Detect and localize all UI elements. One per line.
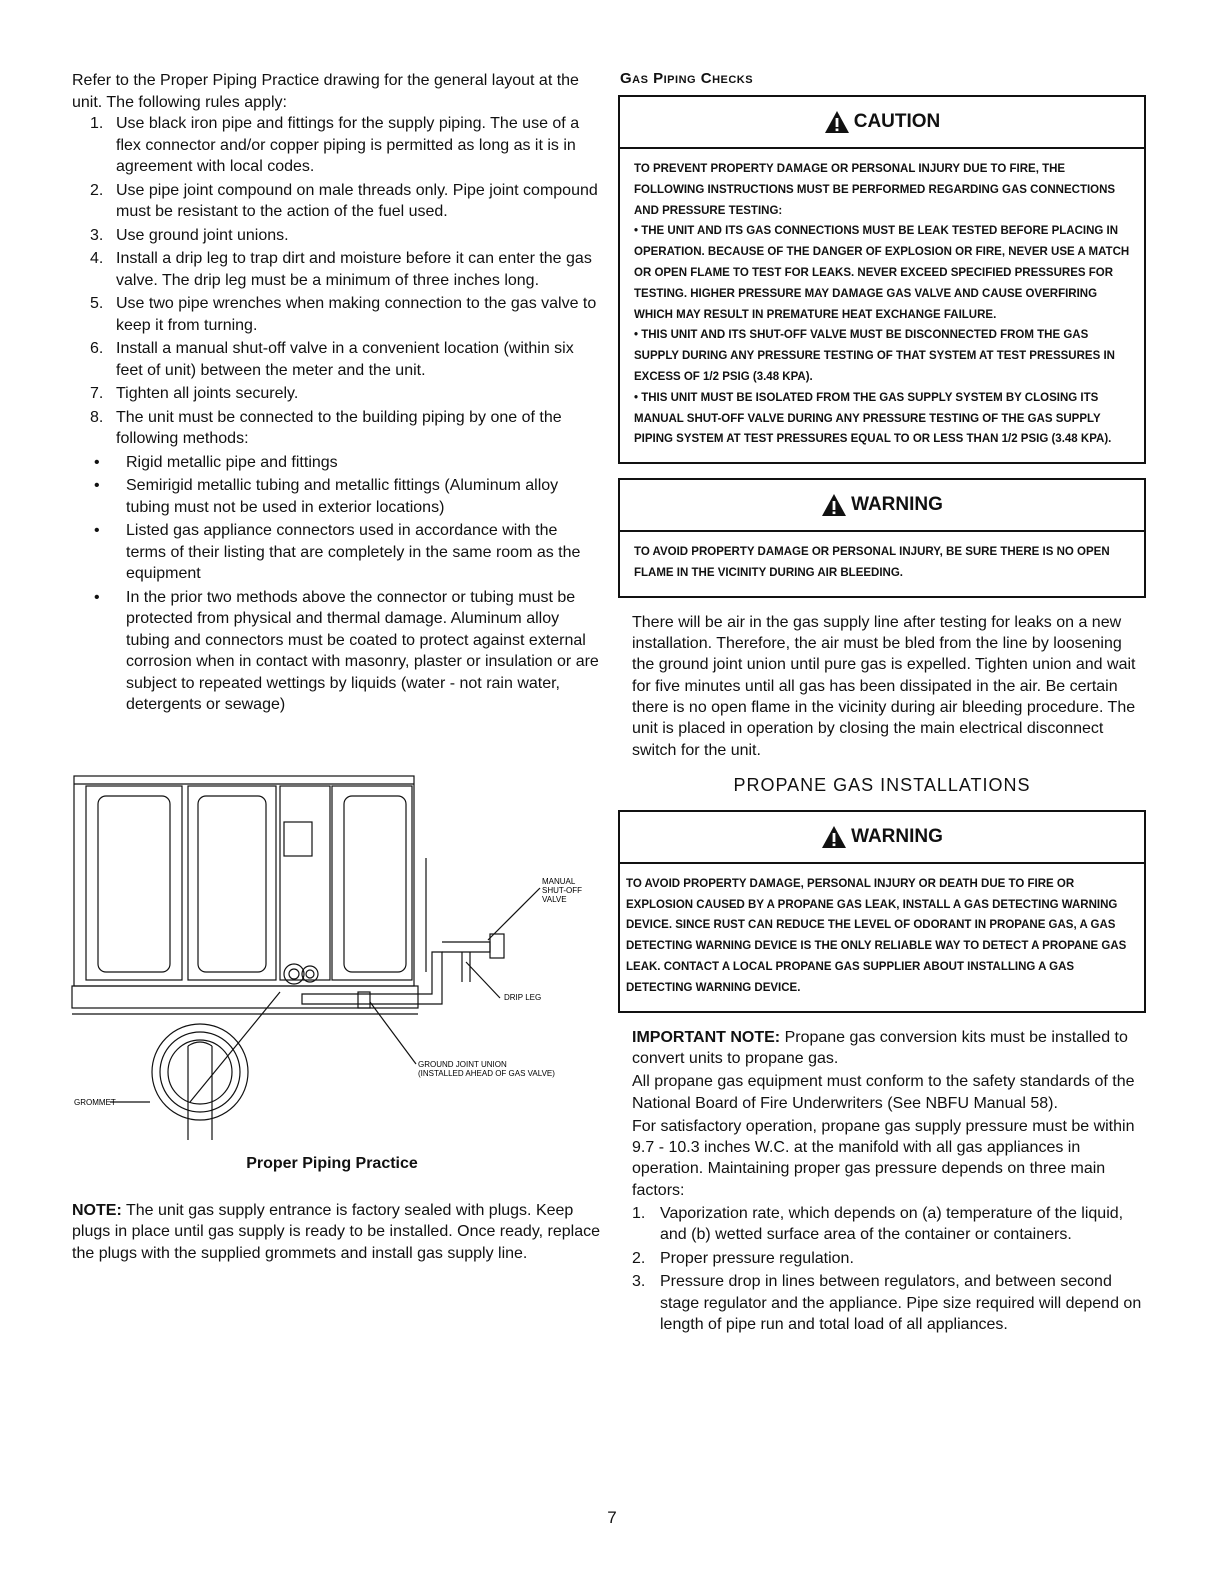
gas-piping-checks-title: Gas Piping Checks xyxy=(620,70,754,87)
list-item: • THE UNIT AND ITS GAS CONNECTIONS MUST BE LEAK TESTED BEFORE PLACING IN OPERATION. BECAUSE OF THE DANGER OF EXPLOSION OR FIRE, NEVER USE A MATCH OR OPEN FLAME TO TEST FOR LEAKS. NEVER EXCEED SPECIFIED PRESSURES FOR TESTING. HIGHER PRESSURE MAY DAMAGE GAS VALVE AND CAUSE OVERFIRING WHICH MAY RESULT IN PREMATURE HEAT EXCHANGE FAILURE. xyxy=(634,225,1130,321)
air-bleed-paragraph: There will be air in the gas supply line after testing for leaks on a new installation. Therefore, the air must be bled from the line by loosening the ground joint union until pure gas is expelled. Tighten union and wait for five minutes until all gas has been dissipated in the air. Be certain there is no open flame in the vicinity during air bleeding procedure. The unit is placed in operation by closing the main electrical disconnect switch for the unit. xyxy=(632,613,1136,759)
rules-list xyxy=(72,113,600,450)
note-paragraph: NOTE: The unit gas supply entrance is factory sealed with plugs. Keep plugs in place until gas supply is ready to be installed. Once ready, replace the plugs with the supplied grommets and install gas supply line. xyxy=(72,1202,601,1262)
list-item: • THIS UNIT AND ITS SHUT-OFF VALVE MUST BE DISCONNECTED FROM THE GAS SUPPLY DURING ANY PRESSURE TESTING OF THAT SYSTEM AT TEST PRESSURES IN EXCESS OF 1/2 PSIG (3.48 KPA). xyxy=(634,329,1115,383)
right-column xyxy=(618,70,1146,1338)
list-item: 2. Proper pressure regulation. xyxy=(632,1249,854,1267)
list-item: • In the prior two methods above the connector or tubing must be protected from physical and thermal damage. Aluminum alloy tubing and connectors must be coated to protect against external corrosion when in contact with masonry, plaster or insulation or are subject to repeated wettings by liquids (water - not rain water, detergents or sewage) xyxy=(72,587,600,716)
list-item: 1. Use black iron pipe and fittings for the supply piping. The use of a flex connector and/or copper piping is permitted as long as it is in agreement with local codes. xyxy=(90,115,580,175)
warning-triangle-icon xyxy=(824,110,850,134)
important-note: IMPORTANT NOTE: Propane gas conversion kits must be installed to convert units to propane gas. xyxy=(632,1028,1128,1067)
list-item: 2. Use pipe joint compound on male threads only. Pipe joint compound must be resistant to the action of the fuel used. xyxy=(90,181,598,220)
piping-diagram xyxy=(70,772,590,1142)
warning-box-air-bleeding xyxy=(618,478,1146,598)
page-number: 7 xyxy=(607,1508,617,1527)
list-item: • Rigid metallic pipe and fittings xyxy=(72,452,600,474)
list-item: 8. The unit must be connected to the building piping by one of the following methods: xyxy=(90,408,562,447)
warning-box-propane xyxy=(618,810,1146,1013)
propane-title: PROPANE GAS INSTALLATIONS xyxy=(733,774,1031,795)
caution-header: CAUTION xyxy=(620,97,1144,149)
list-item: 7. Tighten all joints securely. xyxy=(90,385,299,402)
warning-header: WARNING xyxy=(620,480,1144,532)
pressure-paragraph: For satisfactory operation, propane gas supply pressure must be within 9.7 - 10.3 inches W.C. at the manifold with all gas appliances in operation. Maintaining proper gas pressure depends on three main factors: xyxy=(632,1117,1135,1199)
list-item: • Semirigid metallic tubing and metallic fittings (Aluminum alloy tubing must not be used in exterior locations) xyxy=(72,475,600,518)
nbfu-paragraph: All propane gas equipment must conform to the safety standards of the National Board of Fire Underwriters (See NBFU Manual 58). xyxy=(632,1073,1135,1112)
diagram-caption: Proper Piping Practice xyxy=(246,1155,418,1172)
caution-body: TO PREVENT PROPERTY DAMAGE OR PERSONAL INJURY DUE TO FIRE, THE FOLLOWING INSTRUCTIONS MUST BE PERFORMED REGARDING GAS CONNECTIONS AND PRESSURE TESTING: • THE UNIT AND ITS GAS CONNECTIONS MUST BE LEAK TESTED BEFORE PLACING IN OPERATION. BECAUSE OF THE DANGER OF EXPLOSION OR FIRE, NEVER USE A MATCH OR OPEN FLAME TO TEST FOR LEAKS. NEVER EXCEED SPECIFIED PRESSURES FOR TESTING. HIGHER PRESSURE MAY DAMAGE GAS VALVE AND CAUSE OVERFIRING WHICH MAY RESULT IN PREMATURE HEAT EXCHANGE FAILURE. • THIS UNIT AND ITS SHUT-OFF VALVE MUST BE DISCONNECTED FROM THE GAS SUPPLY DURING ANY PRESSURE TESTING OF THAT SYSTEM AT TEST PRESSURES IN EXCESS OF 1/2 PSIG (3.48 KPA). • THIS UNIT MUST BE ISOLATED FROM THE GAS SUPPLY SYSTEM BY CLOSING ITS MANUAL SHUT-OFF VALVE DURING ANY PRESSURE TESTING OF THE GAS SUPPLY PIPING SYSTEM AT TEST PRESSURES EQUAL TO OR LESS THAN 1/2 PSIG (3.48 KPA). xyxy=(620,149,1144,462)
intro-paragraph: Refer to the Proper Piping Practice drawing for the general layout at the unit. The following rules apply: xyxy=(72,72,579,111)
list-item: 4. Install a drip leg to trap dirt and moisture before it can enter the gas valve. The drip leg must be a minimum of three inches long. xyxy=(90,250,592,289)
propane-section xyxy=(618,1027,1146,1336)
label-valve: VALVE xyxy=(542,895,567,904)
label-grommet: GROMMET xyxy=(74,1098,116,1107)
caution-box xyxy=(618,95,1146,464)
warning-body: TO AVOID PROPERTY DAMAGE, PERSONAL INJURY OR DEATH DUE TO FIRE OR EXPLOSION CAUSED BY A PROPANE GAS LEAK, INSTALL A GAS DETECTING WARNING DEVICE. SINCE RUST CAN REDUCE THE LEVEL OF ODORANT IN PROPANE GAS, A GAS DETECTING WARNING DEVICE IS THE ONLY RELIABLE WAY TO DETECT A PROPANE GAS LEAK. CONTACT A LOCAL PROPANE GAS SUPPLIER ABOUT INSTALLING A GAS DETECTING WARNING DEVICE. xyxy=(626,877,1127,994)
list-item: 1. Vaporization rate, which depends on (a) temperature of the liquid, and (b) wetted surface area of the container or containers. xyxy=(632,1204,1124,1244)
list-item: • THIS UNIT MUST BE ISOLATED FROM THE GAS SUPPLY SYSTEM BY CLOSING ITS MANUAL SHUT-OFF VALVE DURING ANY PRESSURE TESTING OF THE GAS SUPPLY PIPING SYSTEM AT TEST PRESSURES EQUAL TO OR LESS THAN 1/2 PSIG (3.48 KPA). xyxy=(634,391,1112,446)
factors-list xyxy=(632,1203,1146,1336)
list-item: 5. Use two pipe wrenches when making connection to the gas valve to keep it from turning. xyxy=(90,295,597,334)
label-installed-ahead: (INSTALLED AHEAD OF GAS VALVE) xyxy=(418,1069,555,1078)
left-column xyxy=(72,70,600,718)
label-shutoff: SHUT-OFF xyxy=(542,886,582,895)
label-manual: MANUAL xyxy=(542,877,576,886)
label-ground-joint: GROUND JOINT UNION xyxy=(418,1060,507,1069)
list-item: • Listed gas appliance connectors used in accordance with the terms of their listing that are completely in the same room as the equipment xyxy=(72,520,600,585)
warning-body: TO AVOID PROPERTY DAMAGE OR PERSONAL INJURY, BE SURE THERE IS NO OPEN FLAME IN THE VICINITY DURING AIR BLEEDING. xyxy=(634,546,1110,579)
label-drip-leg: DRIP LEG xyxy=(504,993,542,1002)
methods-list xyxy=(72,452,600,716)
list-item: 6. Install a manual shut-off valve in a convenient location (within six feet of unit) between the meter and the unit. xyxy=(90,340,574,379)
list-item: 3. Use ground joint unions. xyxy=(90,226,289,244)
list-item: 3. Pressure drop in lines between regulators, and between second stage regulator and the appliance. Pipe size required will depend on length of pipe run and total load of all appliances. xyxy=(632,1273,1142,1334)
warning-header: WARNING xyxy=(620,812,1144,864)
warning-triangle-icon xyxy=(821,493,847,517)
warning-triangle-icon xyxy=(821,825,847,849)
